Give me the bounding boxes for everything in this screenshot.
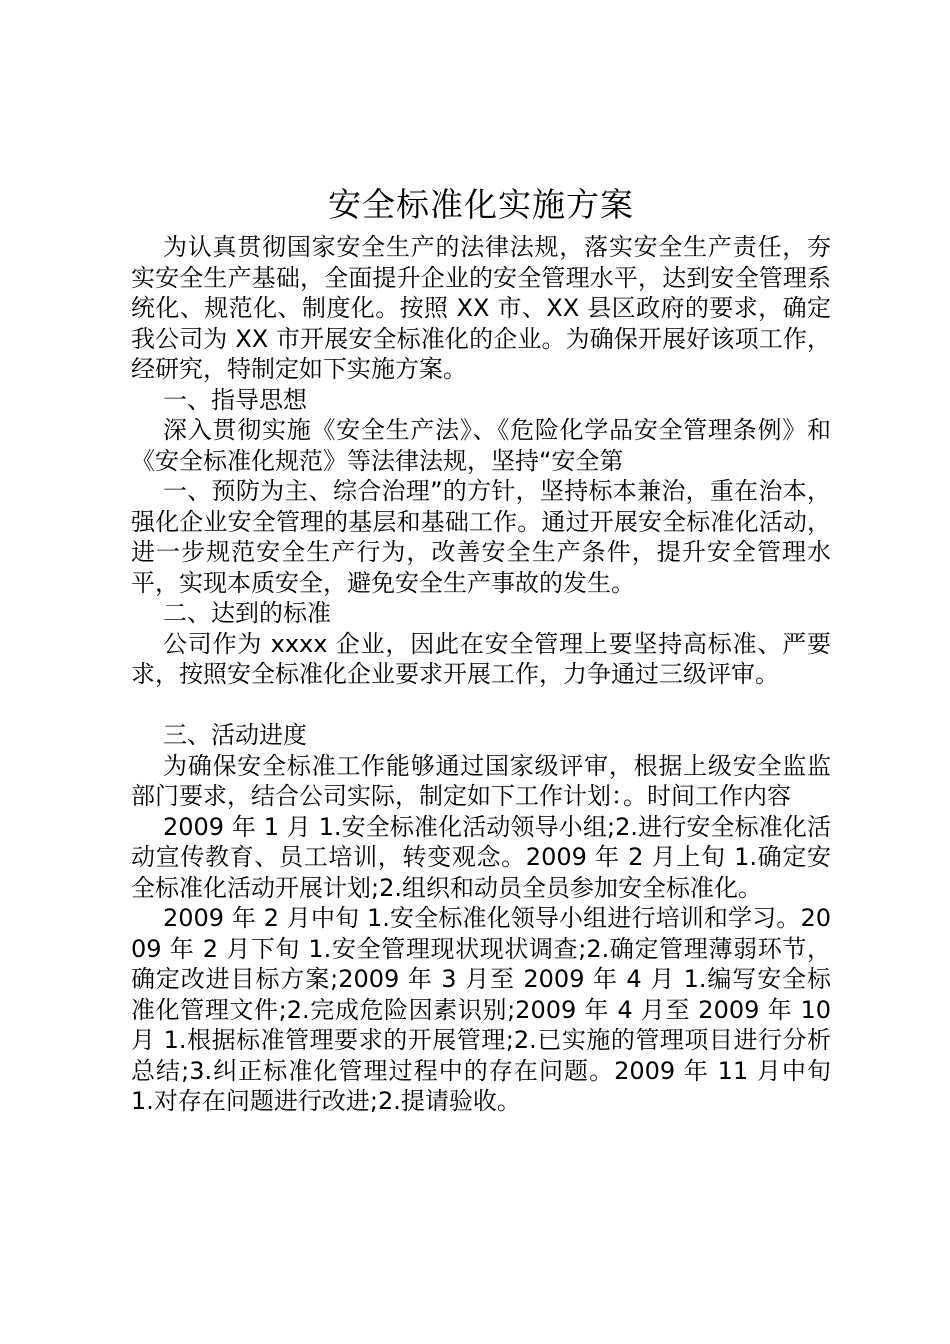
section-heading-guiding-thought: 一、指导思想 bbox=[163, 385, 307, 414]
document-page bbox=[131, 180, 831, 1117]
schedule-paragraph-2: 2009 年 2 月中旬 1.安全标准化领导小组进行培训和学习。2009 年 2 月下旬 1.安全管理现状现状调查;2.确定管理薄弱环节，确定改进目标方案;2009 年 3 月至 2009 年 4 月 1.编写安全标准化管理文件;2.完成危险因素识别;2009 年 4 月至 2009 年 10 月 1.根据标准管理要求的开展管理;2.已实施的管理项目进行分析总结;3.纠正标准化管理过程中的存在问题。2009 年 11 月中旬 1.对存在问题进行改进;2.提请验收。 bbox=[131, 904, 831, 1115]
section-heading-progress: 三、活动进度 bbox=[163, 721, 307, 749]
guiding-thought-continued-paragraph: 一、预防为主、综合治理”的方针，坚持标本兼治，重在治本，强化企业安全管理的基层和基础工作。通过开展安全标准化活动，进一步规范安全生产行为，改善安全生产条件，提升安全管理水平，实现本质安全，避免安全生产事故的发生。 bbox=[131, 477, 831, 597]
standard-paragraph: 公司作为 xxxx 企业，因此在安全管理上要坚持高标准、严要求，按照安全标准化企业要求开展工作，力争通过三级评审。 bbox=[131, 629, 831, 688]
guiding-thought-paragraph: 深入贯彻实施《安全生产法》、《危险化学品安全管理条例》和《安全标准化规范》等法律法规，坚持“安全第 bbox=[131, 416, 831, 475]
section-heading-standard: 二、达到的标准 bbox=[163, 599, 331, 627]
intro-paragraph: 为认真贯彻国家安全生产的法律法规，落实安全生产责任，夯实安全生产基础，全面提升企业的安全管理水平，达到安全管理系统化、规范化、制度化。按照 XX 市、XX 县区政府的要求，确定我公司为 XX 市开展安全标准化的企业。为确保开展好该项工作，经研究，特制定如下实施方案。 bbox=[131, 233, 831, 383]
blank-line bbox=[131, 690, 831, 721]
schedule-paragraph-1: 2009 年 1 月 1.安全标准化活动领导小组;2.进行安全标准化活动宣传教育、员工培训，转变观念。2009 年 2 月上旬 1.确定安全标准化活动开展计划;2.组织和动员全员参加安全标准化。 bbox=[131, 812, 831, 902]
document-title: 安全标准化实施方案 bbox=[328, 185, 634, 224]
progress-intro-paragraph: 为确保安全标准工作能够通过国家级评审，根据上级安全监监部门要求，结合公司实际，制定如下工作计划：。时间工作内容 bbox=[131, 751, 831, 810]
